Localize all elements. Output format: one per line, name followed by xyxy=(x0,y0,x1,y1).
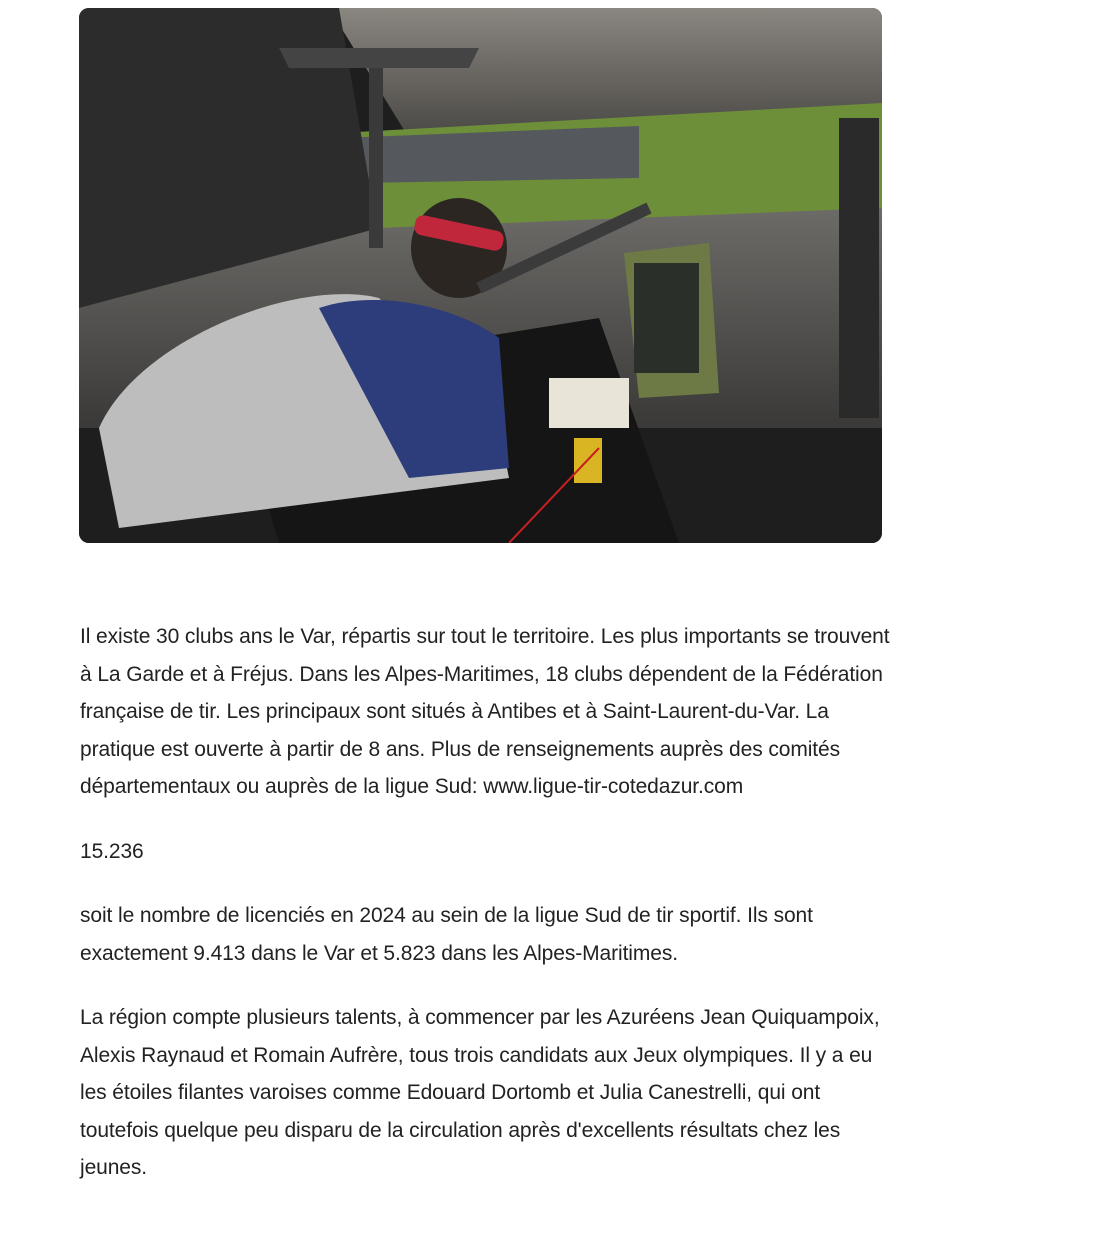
paragraph-licencies: soit le nombre de licenciés en 2024 au sein de la ligue Sud de tir sportif. Ils sont exactement 9.413 dans le Var et 5.823 dans les Alpes-Maritimes. xyxy=(80,904,813,965)
paragraph-clubs: Il existe 30 clubs ans le Var, répartis sur tout le territoire. Les plus importants se trouvent à La Garde et à Fréjus. Dans les Alpes-Maritimes, 18 clubs dépendent de la Fédération française de tir. Les principaux sont situés à Antibes et à Saint-Laurent-du-Var. La pratique est ouverte à partir de 8 ans. Plus de renseignements auprès des comités départementaux ou auprès de la ligue Sud: www.ligue-tir-cotedazur.com xyxy=(80,625,890,798)
shooting-range-image xyxy=(79,8,882,543)
paragraph-talents: La région compte plusieurs talents, à commencer par les Azuréens Jean Quiquampoix, Alexis Raynaud et Romain Aufrère, tous trois candidats aux Jeux olympiques. Il y a eu les étoiles filantes varoises comme Edouard Dortomb et Julia Canestrelli, qui ont toutefois quelque peu disparu de la circulation après d'excellents résultats chez les jeunes. xyxy=(80,1006,880,1179)
article-photo xyxy=(79,8,882,543)
article-body xyxy=(80,618,890,1187)
stat-number: 15.236 xyxy=(80,839,144,863)
